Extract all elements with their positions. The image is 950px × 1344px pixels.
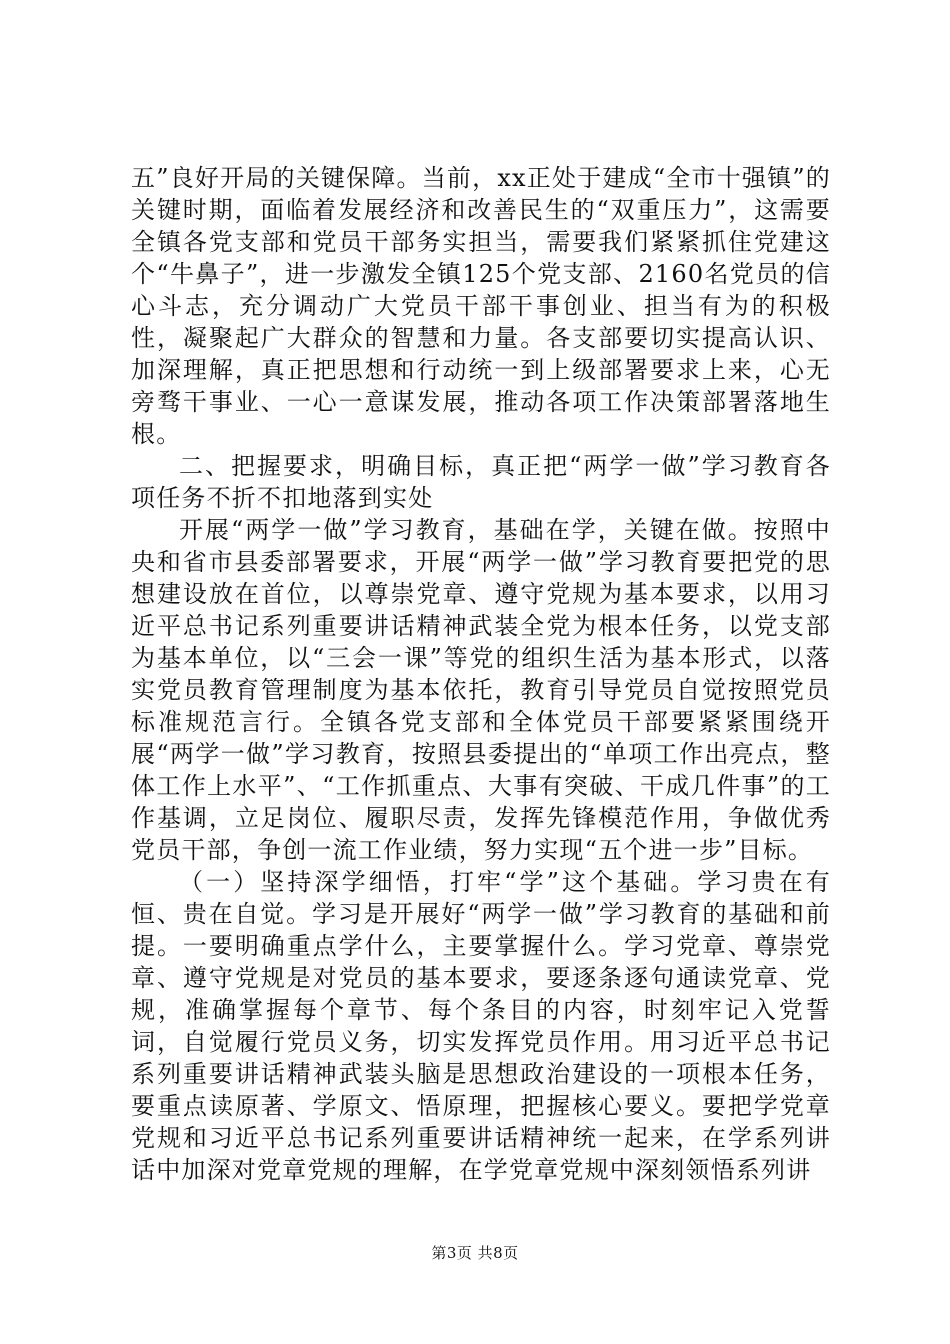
document-body [131,162,831,1186]
page-number-footer: 第3页 共8页 [431,1244,519,1262]
paragraph-continuation: 五”良好开局的关键保障。当前，xx正处于建成“全市十强镇”的关键时期，面临着发展经济和改善民生的“双重压力”，这需要全镇各党支部和党员干部务实担当，需要我们紧紧抓住党建这个“牛鼻子”，进一步激发全镇125个党支部、2160名党员的信心斗志，充分调动广大党员干部干事创业、担当有为的积极性，凝聚起广大群众的智慧和力量。各支部要切实提高认识、加深理解，真正把思想和行动统一到上级部署要求上来，心无旁骛干事业、一心一意谋发展，推动各项工作决策部署落地生根。 [131,164,831,448]
section-heading: 二、把握要求，明确目标，真正把“两学一做”学习教育各项任务不折不扣地落到实处 [131,452,831,512]
paragraph-subsection: （一）坚持深学细悟，打牢“学”这个基础。学习贵在有恒、贵在自觉。学习是开展好“两学一做”学习教育的基础和前提。一要明确重点学什么，主要掌握什么。学习党章、尊崇党章、遵守党规是对党员的基本要求，要逐条逐句通读党章、党规，准确掌握每个章节、每个条目的内容，时刻牢记入党誓词，自觉履行党员义务，切实发挥党员作用。用习近平总书记系列重要讲话精神武装头脑是思想政治建设的一项根本任务，要重点读原著、学原文、悟原理，把握核心要义。要把学党章党规和习近平总书记系列重要讲话精神统一起来，在学系列讲话中加深对党章党规的理解，在学党章党规中深刻领悟系列讲 [131,868,831,1184]
paragraph-body: 开展“两学一做”学习教育，基础在学，关键在做。按照中央和省市县委部署要求，开展“两学一做”学习教育要把党的思想建设放在首位，以尊崇党章、遵守党规为基本要求，以用习近平总书记系列重要讲话精神武装全党为根本任务，以党支部为基本单位，以“三会一课”等党的组织生活为基本形式，以落实党员教育管理制度为基本依托，教育引导党员自觉按照党员标准规范言行。全镇各党支部和全体党员干部要紧紧围绕开展“两学一做”学习教育，按照县委提出的“单项工作出亮点，整体工作上水平”、“工作抓重点、大事有突破、干成几件事”的工作基调，立足岗位、履职尽责，发挥先锋模范作用，争做优秀党员干部，争创一流工作业绩，努力实现“五个进一步”目标。 [131,516,831,864]
